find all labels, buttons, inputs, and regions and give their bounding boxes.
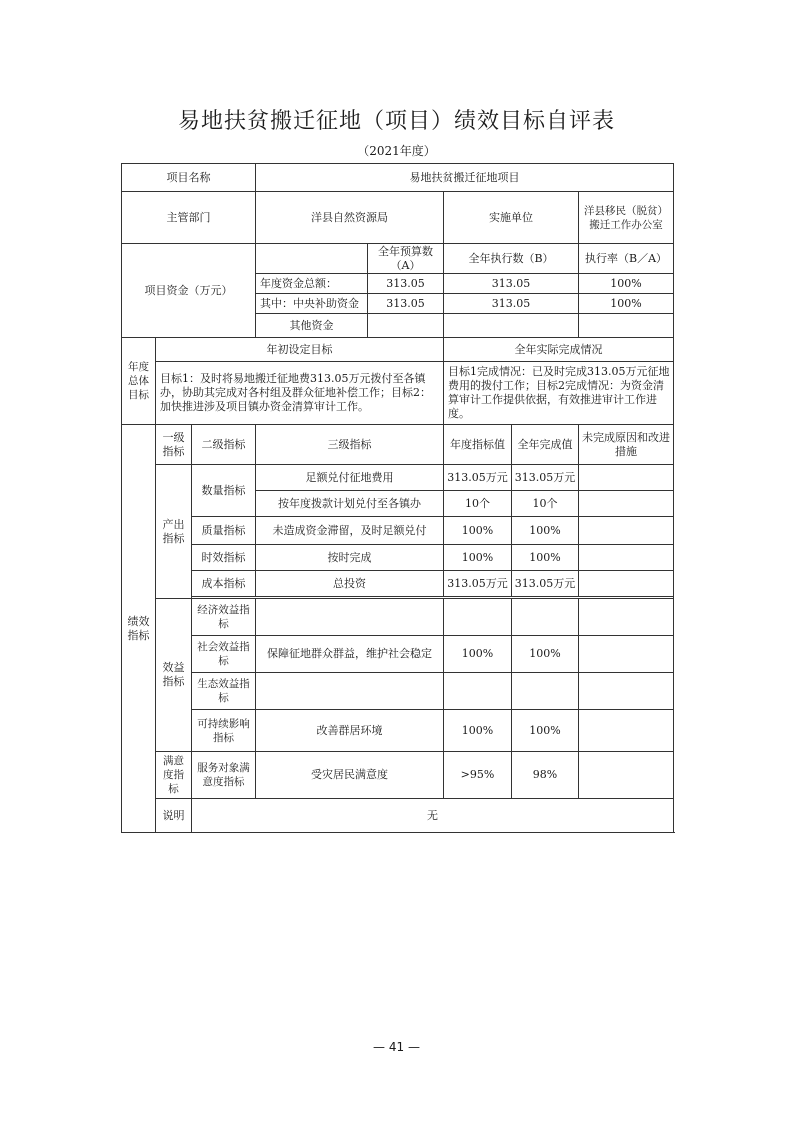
plan-goal-header: 年初设定目标	[156, 338, 444, 362]
reason-cell	[579, 545, 674, 571]
document-title: 易地扶贫搬迁征地（项目）绩效目标自评表	[177, 109, 615, 134]
target-cell	[444, 599, 512, 636]
note-label: 说明	[156, 799, 192, 833]
project-name-label: 项目名称	[122, 164, 256, 192]
reason-cell	[579, 752, 674, 799]
level2-cell: 生态效益指标	[192, 673, 256, 710]
dept-value: 洋县自然资源局	[256, 192, 444, 244]
funds-header-empty	[256, 244, 368, 274]
reason-cell	[579, 491, 674, 517]
actual-cell: 313.05万元	[512, 465, 579, 491]
unit-label: 实施单位	[444, 192, 579, 244]
funds-row-exec: 313.05	[444, 274, 579, 294]
reason-cell	[579, 673, 674, 710]
level2-cell: 成本指标	[192, 571, 256, 597]
funds-col-exec: 全年执行数（B）	[444, 244, 579, 274]
actual-cell	[512, 599, 579, 636]
actual-cell: 100%	[512, 636, 579, 673]
reason-cell	[579, 710, 674, 752]
actual-cell: 100%	[512, 545, 579, 571]
target-cell: 100%	[444, 545, 512, 571]
level2-cell: 社会效益指标	[192, 636, 256, 673]
level3-cell: 改善群居环境	[256, 710, 444, 752]
level3-cell	[256, 673, 444, 710]
indicator-row	[122, 752, 674, 799]
funds-row-rate: 100%	[579, 274, 674, 294]
funds-col-rate: 执行率（B／A）	[579, 244, 674, 274]
target-cell: 100%	[444, 636, 512, 673]
indicator-row	[122, 571, 674, 597]
page-number: — 41 —	[373, 1040, 420, 1054]
funds-row-label: 其他资金	[256, 314, 368, 338]
level3-cell: 按年度拨款计划兑付至各镇办	[256, 491, 444, 517]
funds-row-budget	[368, 314, 444, 338]
funds-row-exec: 313.05	[444, 294, 579, 314]
indicators-label: 绩效指标	[122, 425, 156, 833]
header-level3: 三级指标	[256, 425, 444, 465]
actual-cell: 10个	[512, 491, 579, 517]
plan-goal-text: 目标1：及时将易地搬迁征地费313.05万元拨付至各镇办，协助其完成对各村组及群众征地补偿工作；目标2：加快推进涉及项目镇办资金清算审计工作。	[156, 362, 444, 425]
reason-cell	[579, 571, 674, 597]
actual-cell: 100%	[512, 517, 579, 545]
funds-row-exec	[444, 314, 579, 338]
level2-cell: 可持续影响指标	[192, 710, 256, 752]
project-name-value: 易地扶贫搬迁征地项目	[256, 164, 674, 192]
target-cell: 313.05万元	[444, 465, 512, 491]
funds-row-budget: 313.05	[368, 274, 444, 294]
level2-cell: 服务对象满意度指标	[192, 752, 256, 799]
target-cell: 10个	[444, 491, 512, 517]
funds-label: 项目资金（万元）	[122, 244, 256, 338]
reason-cell	[579, 599, 674, 636]
actual-cell: 313.05万元	[512, 571, 579, 597]
satisfaction-indicators-label: 满意度指标	[156, 752, 192, 799]
output-indicators-label: 产出指标	[156, 465, 192, 599]
indicator-row	[122, 599, 674, 636]
target-cell: 100%	[444, 517, 512, 545]
benefit-indicators-label: 效益指标	[156, 599, 192, 752]
level3-cell: 总投资	[256, 571, 444, 597]
level3-cell: 保障征地群众群益，维护社会稳定	[256, 636, 444, 673]
indicator-row	[122, 545, 674, 571]
unit-value: 洋县移民（脱贫）搬迁工作办公室	[579, 192, 674, 244]
header-reason: 未完成原因和改进措施	[579, 425, 674, 465]
indicator-row	[122, 465, 674, 491]
document-subtitle: （2021年度）	[357, 144, 436, 158]
actual-cell	[512, 673, 579, 710]
indicator-row	[122, 517, 674, 545]
level3-cell: 受灾居民满意度	[256, 752, 444, 799]
reason-cell	[579, 517, 674, 545]
target-cell	[444, 673, 512, 710]
indicator-row	[122, 636, 674, 673]
reason-cell	[579, 636, 674, 673]
funds-row-rate: 100%	[579, 294, 674, 314]
level2-cell: 时效指标	[192, 545, 256, 571]
dept-label: 主管部门	[122, 192, 256, 244]
level3-cell	[256, 599, 444, 636]
actual-goal-header: 全年实际完成情况	[444, 338, 674, 362]
self-evaluation-table	[121, 163, 674, 833]
funds-row-label: 年度资金总额：	[256, 274, 368, 294]
header-actual: 全年完成值	[512, 425, 579, 465]
header-level1: 一级指标	[156, 425, 192, 465]
funds-row-budget: 313.05	[368, 294, 444, 314]
level2-cell: 数量指标	[192, 465, 256, 517]
actual-goal-text: 目标1完成情况：已及时完成313.05万元征地费用的拨付工作；目标2完成情况：为资金清算审计工作提供依据，有效推进审计工作进度。	[444, 362, 674, 425]
funds-row-rate	[579, 314, 674, 338]
level3-cell: 未造成资金滞留，及时足额兑付	[256, 517, 444, 545]
level3-cell: 按时完成	[256, 545, 444, 571]
actual-cell: 98%	[512, 752, 579, 799]
target-cell: 100%	[444, 710, 512, 752]
indicator-row	[122, 673, 674, 710]
note-value: 无	[192, 799, 674, 833]
header-level2: 二级指标	[192, 425, 256, 465]
funds-col-budget: 全年预算数（A）	[368, 244, 444, 274]
level2-cell: 质量指标	[192, 517, 256, 545]
indicator-row	[122, 710, 674, 752]
header-target: 年度指标值	[444, 425, 512, 465]
actual-cell: 100%	[512, 710, 579, 752]
reason-cell	[579, 465, 674, 491]
annual-goals-label: 年度总体目标	[122, 338, 156, 425]
target-cell: >95%	[444, 752, 512, 799]
funds-row-label: 其中：中央补助资金	[256, 294, 368, 314]
level2-cell: 经济效益指标	[192, 599, 256, 636]
target-cell: 313.05万元	[444, 571, 512, 597]
level3-cell: 足额兑付征地费用	[256, 465, 444, 491]
